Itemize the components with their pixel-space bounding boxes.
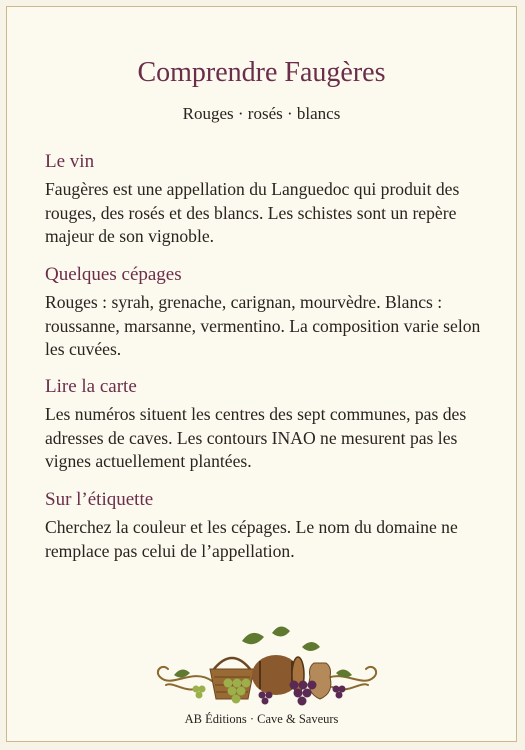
- section-cepages: [45, 263, 490, 362]
- section-body: Cherchez la couleur et les cépages. Le nom du domaine ne remplace pas celui de l’appellation.: [45, 517, 458, 561]
- section-etiquette: [45, 488, 490, 563]
- page-title: Comprendre Faugères: [137, 57, 386, 88]
- section-lire-la-carte: [45, 375, 490, 474]
- footer-publisher: AB Éditions · Cave & Saveurs: [184, 712, 339, 726]
- section-body: Les numéros situent les centres des sept communes, pas des adresses de caves. Les contours INAO ne mesurent pas les vignes actuellement plantées.: [45, 404, 467, 471]
- section-heading: Sur l’étiquette: [45, 489, 154, 510]
- section-heading: Quelques cépages: [45, 264, 182, 285]
- page-subtitle: Rouges · rosés · blancs: [182, 104, 341, 123]
- wine-still-life-icon: [152, 619, 382, 707]
- section-le-vin: [45, 150, 490, 249]
- section-heading: Le vin: [45, 151, 95, 172]
- document-page: [6, 6, 517, 742]
- section-body: Faugères est une appellation du Languedoc qui produit des rouges, des rosés et des blancs. Les schistes sont un repère majeur de son vignoble.: [45, 179, 460, 246]
- section-heading: Lire la carte: [45, 376, 137, 397]
- section-body: Rouges : syrah, grenache, carignan, mourvèdre. Blancs : roussanne, marsanne, vermentino. La composition varie selon les cuvées.: [45, 292, 481, 359]
